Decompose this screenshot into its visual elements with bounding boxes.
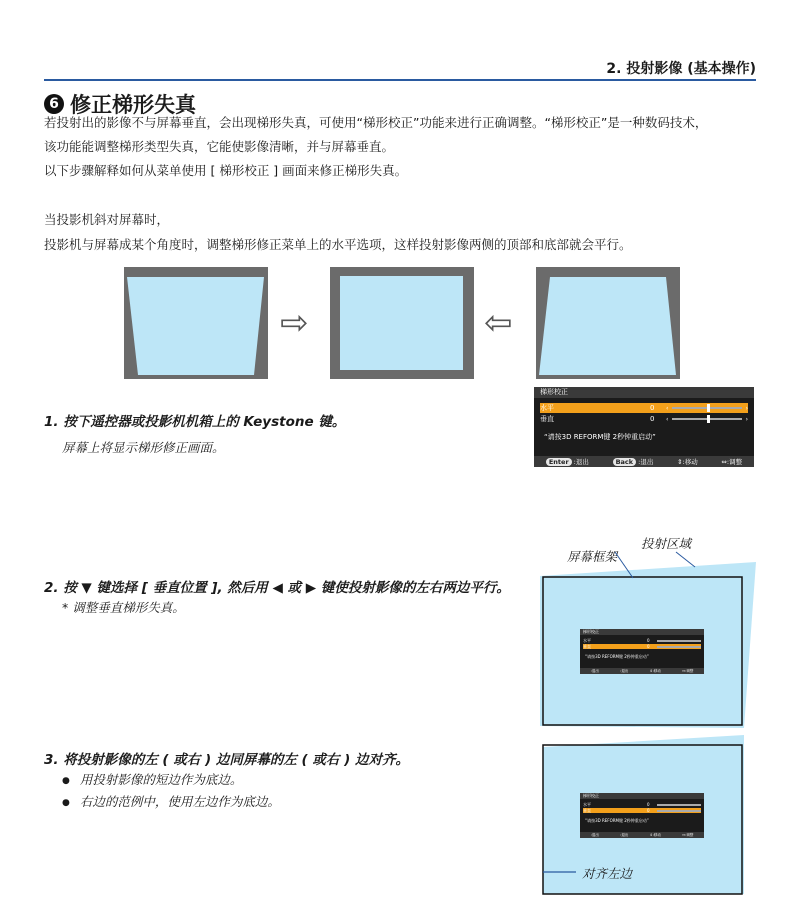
osd-slider[interactable] [672, 407, 741, 409]
label-screen-frame: 屏幕框架 [567, 549, 618, 564]
keystone-osd-menu [534, 387, 754, 467]
osd-row-value: 0 [650, 415, 655, 423]
chevron-right-icon: › [745, 415, 748, 423]
osd-row-vertical[interactable] [540, 414, 748, 424]
osd-row-value: 0 [650, 404, 655, 412]
osd-footer [534, 456, 754, 467]
osd-footer-move: ⇕:移动 [677, 458, 698, 466]
osd-row-label: 垂直 [540, 415, 554, 423]
label-align-left: 对齐左边 [582, 866, 633, 881]
osd-footer-adjust: ⇔:调整 [721, 458, 743, 466]
section-title-text: 修正梯形失真 [70, 93, 196, 117]
keystone-before-right [536, 267, 680, 379]
osd-footer-back: Back :退出 [613, 457, 654, 466]
arrow-right-icon: ⇨ [280, 303, 309, 343]
osd-mini-step-2: 梯形校正 水平 0 垂直 0 “请按3D REFORM键 2秒钟重启动” :退出 :退出 ⇕:移动 ⇔:调整 [580, 629, 704, 674]
osd-footer-enter: Enter :退出 [546, 457, 589, 466]
step-1-title: 1. 按下遥控器或投影机机箱上的 Keystone 键。 [44, 414, 346, 430]
step-2-title: 2. 按 ▼ 键选择 [ 垂直位置 ], 然后用 ◀ 或 ▶ 键使投射影像的左右两边平行。 [44, 580, 510, 596]
intro-line-3: 以下步骤解释如何从菜单使用 [ 梯形校正 ] 画面来修正梯形失真。 [44, 163, 408, 178]
header-rule [44, 79, 756, 81]
chevron-left-icon: ‹ [666, 404, 669, 412]
osd-slider[interactable] [672, 418, 741, 420]
step-1-note: 屏幕上将显示梯形修正画面。 [62, 440, 225, 455]
chapter-header: 2. 投射影像 (基本操作) [606, 61, 756, 77]
keystone-before-left [124, 267, 268, 379]
osd-message: “请按3D REFORM键 2秒钟重启动” [544, 433, 656, 441]
chevron-left-icon: ‹ [666, 415, 669, 423]
situation-line-1: 当投影机斜对屏幕时， [44, 212, 170, 227]
osd-mini-step-3: 梯形校正 水平 0 垂直 0 “请按3D REFORM键 2秒钟重启动” :退出 :退出 ⇕:移动 ⇔:调整 [580, 793, 704, 838]
osd-title: 梯形校正 [534, 387, 754, 398]
intro-line-1: 若投射出的影像不与屏幕垂直，会出现梯形失真，可使用“梯形校正”功能来进行正确调整。“梯形校正”是一种数码技术， [44, 115, 708, 130]
keystone-corrected [330, 267, 474, 379]
osd-row-horizontal[interactable] [540, 403, 748, 413]
arrow-left-icon: ⇦ [484, 303, 513, 343]
step-2-note: * 调整垂直梯形失真。 [62, 600, 185, 615]
step-3-bullet-2: ● 右边的范例中，使用左边作为底边。 [62, 792, 280, 810]
step-3-title: 3. 将投射影像的左 ( 或右 ) 边同屏幕的左 ( 或右 ) 边对齐。 [44, 752, 410, 768]
label-projection-area: 投射区域 [641, 536, 692, 551]
section-number-badge: 6 [44, 94, 64, 114]
intro-line-2: 该功能能调整梯形类型失真，它能使影像清晰，并与屏幕垂直。 [44, 139, 395, 154]
osd-row-label: 水平 [540, 404, 554, 412]
chevron-right-icon: › [745, 404, 748, 412]
step-3-bullet-1: ● 用投射影像的短边作为底边。 [62, 770, 242, 788]
situation-line-2: 投影机与屏幕成某个角度时，调整梯形修正菜单上的水平选项，这样投射影像两侧的顶部和底部就会平行。 [44, 237, 632, 252]
